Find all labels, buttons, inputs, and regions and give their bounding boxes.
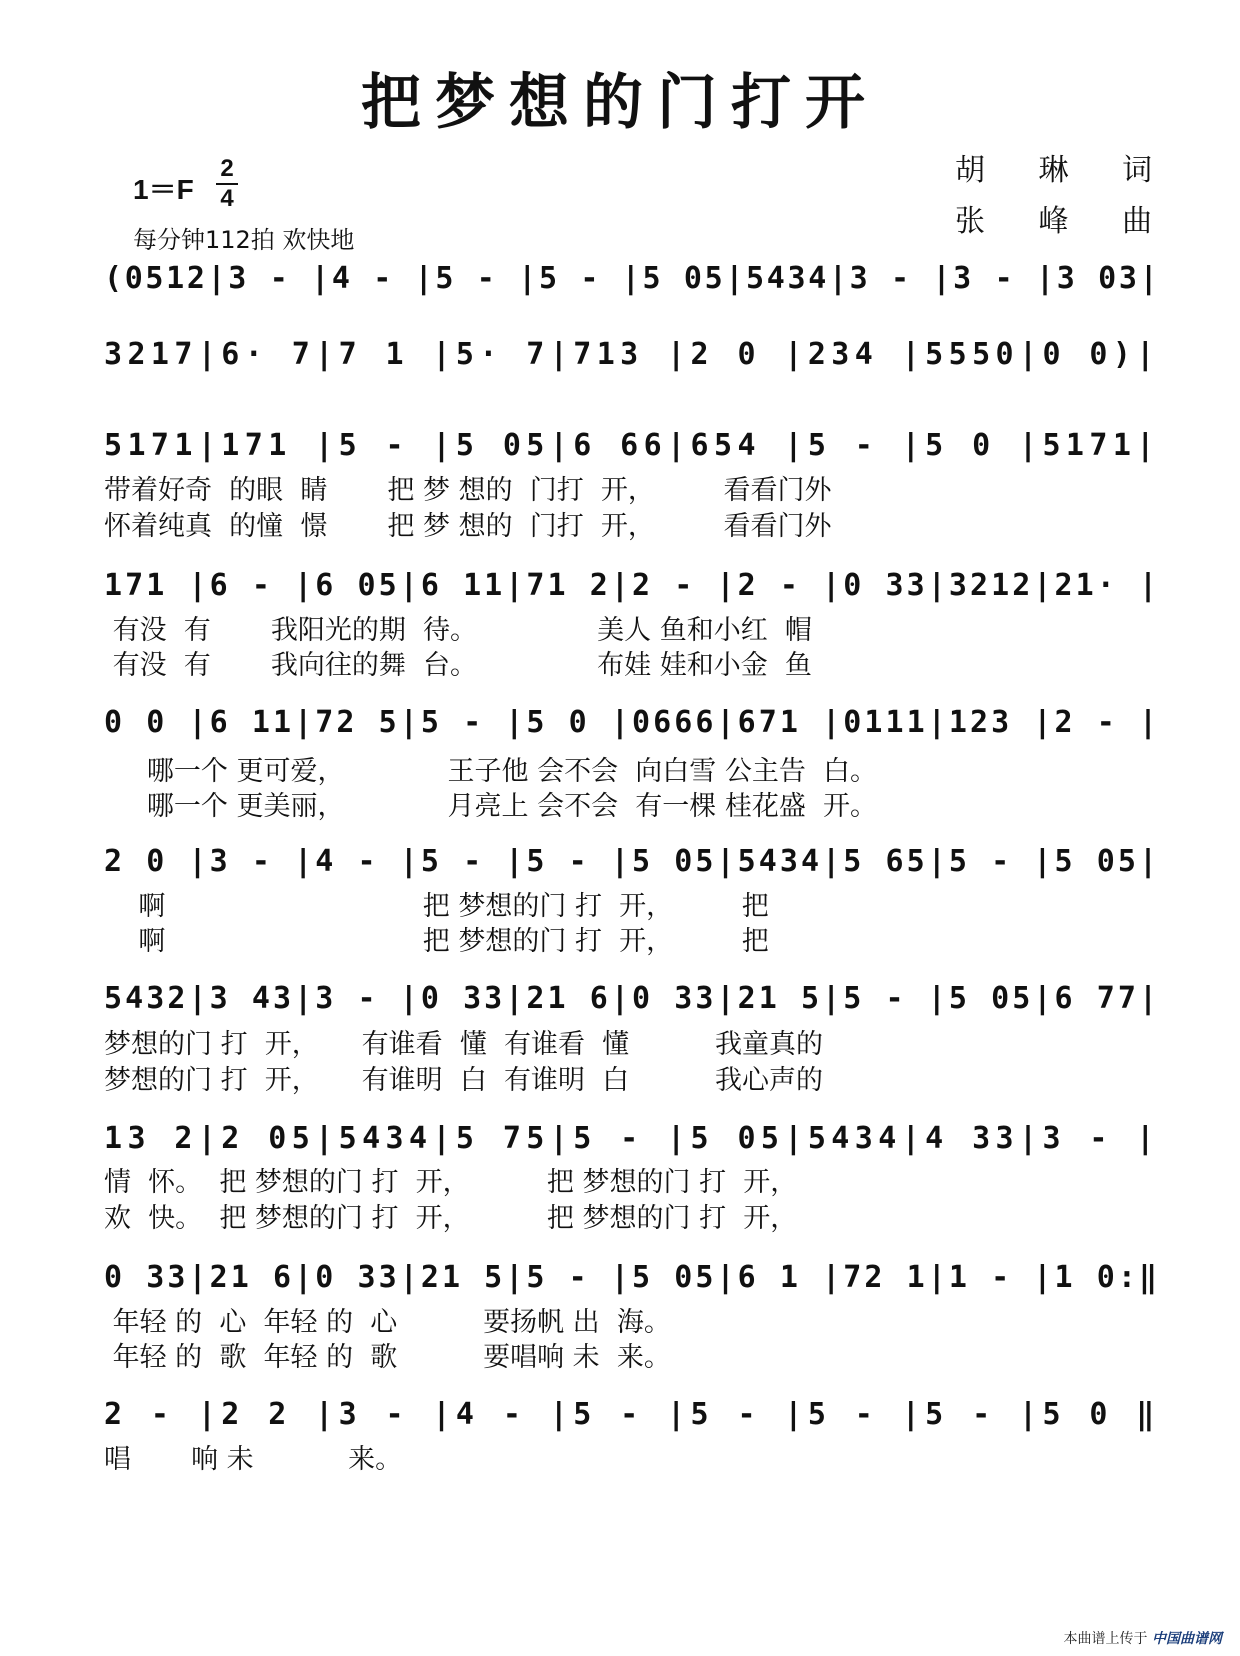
lyric-line: 情 怀。 把 梦想的门 打 开， 把 梦想的门 打 开， bbox=[104, 1167, 798, 1198]
composer-credit: 张 峰 曲 bbox=[955, 204, 1175, 239]
lyric-line: 年轻 的 心 年轻 的 心 要扬帆 出 海。 bbox=[104, 1307, 671, 1338]
lyric-line: 有没 有 我向往的舞 台。 布娃 娃和小金 鱼 bbox=[104, 650, 812, 681]
tempo-marking: 每分钟112拍 欢快地 bbox=[133, 226, 355, 254]
staff-row-9 bbox=[104, 1257, 1160, 1299]
time-signature-top: 2 bbox=[220, 155, 234, 182]
staff-row-7 bbox=[104, 978, 1160, 1020]
time-signature bbox=[216, 156, 238, 212]
notation-line: 171 |6 - |6 05|6 11|71 2|2 - |2 - |0 33|3212|21· | bbox=[104, 568, 1161, 603]
staff-row-5 bbox=[104, 702, 1160, 744]
notation-line: 3217|6· 7|7 1 |5· 7|713 |2 0 |234 |5550|0 0)| bbox=[104, 337, 1160, 372]
song-title: 把梦想的门打开 bbox=[361, 68, 879, 138]
lyric-line: 哪一个 更美丽， 月亮上 会不会 有一棵 桂花盛 开。 bbox=[104, 791, 877, 822]
notation-line: (0512|3 - |4 - |5 - |5 - |5 05|5434|3 - |3 - |3 03| bbox=[104, 261, 1161, 296]
staff-row-2 bbox=[104, 334, 1160, 376]
lyric-line: 年轻 的 歌 年轻 的 歌 要唱响 未 来。 bbox=[104, 1342, 671, 1373]
staff-row-1 bbox=[104, 258, 1160, 300]
notation-line: 5432|3 43|3 - |0 33|21 6|0 33|21 5|5 - |5 05|6 77| bbox=[104, 981, 1161, 1016]
staff-row-10 bbox=[104, 1394, 1160, 1436]
notation-line: 2 0 |3 - |4 - |5 - |5 - |5 05|5434|5 65|5 - |5 05| bbox=[104, 844, 1161, 879]
lyric-line: 啊 把 梦想的门 打 开， 把 bbox=[104, 926, 769, 957]
staff-row-6 bbox=[104, 841, 1160, 883]
notation-line: 0 0 |6 11|72 5|5 - |5 0 |0666|671 |0111|123 |2 - | bbox=[104, 705, 1161, 740]
lyric-line: 欢 快。 把 梦想的门 打 开， 把 梦想的门 打 开， bbox=[104, 1203, 798, 1234]
lyric-line: 梦想的门 打 开， 有谁明 白 有谁明 白 我心声的 bbox=[104, 1065, 823, 1096]
notation-line: 5171|171 |5 - |5 05|6 66|654 |5 - |5 0 |5171| bbox=[104, 428, 1160, 463]
notation-line: 0 33|21 6|0 33|21 5|5 - |5 05|6 1 |72 1|1 - |1 0:‖ bbox=[104, 1260, 1161, 1295]
footer-text: 本曲谱上传于 bbox=[1063, 1631, 1148, 1647]
lyricist-credit: 胡 琳 词 bbox=[955, 153, 1175, 188]
lyric-line: 啊 把 梦想的门 打 开， 把 bbox=[104, 891, 769, 922]
lyric-line: 唱 响 未 来。 bbox=[104, 1444, 403, 1475]
lyric-line: 带着好奇 的眼 睛 把 梦 想的 门打 开， 看看门外 bbox=[104, 475, 832, 506]
notation-line: 13 2|2 05|5434|5 75|5 - |5 05|5434|4 33|3 - | bbox=[104, 1121, 1160, 1156]
staff-row-8 bbox=[104, 1118, 1160, 1160]
lyric-line: 哪一个 更可爱， 王子他 会不会 向白雪 公主告 白。 bbox=[104, 756, 877, 787]
key-signature: 1＝F bbox=[133, 174, 194, 205]
lyric-line: 有没 有 我阳光的期 待。 美人 鱼和小红 帽 bbox=[104, 615, 812, 646]
lyric-line: 怀着纯真 的憧 憬 把 梦 想的 门打 开， 看看门外 bbox=[104, 511, 832, 542]
staff-row-4 bbox=[104, 565, 1160, 607]
lyric-line: 梦想的门 打 开， 有谁看 懂 有谁看 懂 我童真的 bbox=[104, 1029, 823, 1060]
staff-row-3 bbox=[104, 425, 1160, 467]
time-signature-bottom: 4 bbox=[220, 185, 234, 212]
site-logo: 中国曲谱网 bbox=[1152, 1631, 1222, 1647]
notation-line: 2 - |2 2 |3 - |4 - |5 - |5 - |5 - |5 - |5 0 ‖ bbox=[104, 1397, 1160, 1432]
footer-credit bbox=[1064, 1628, 1222, 1648]
